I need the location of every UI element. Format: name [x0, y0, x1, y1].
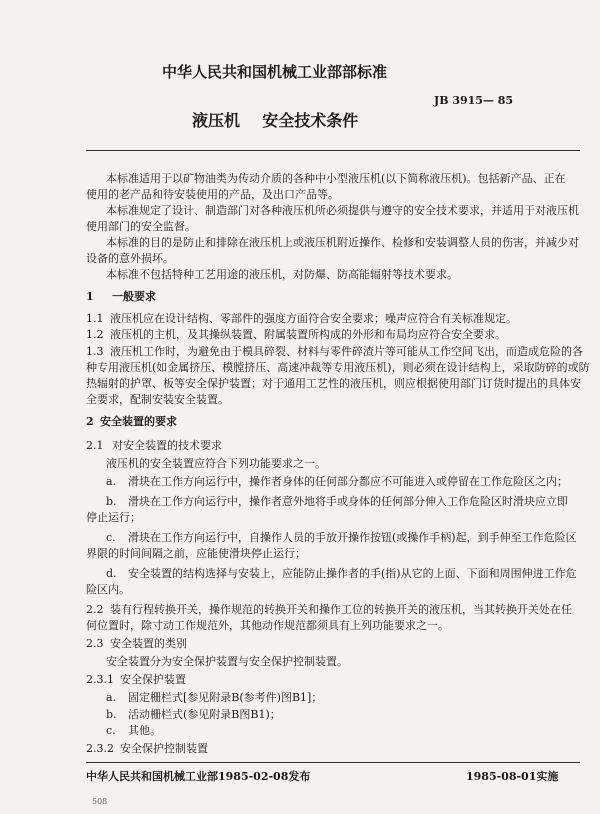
intro-para-2-line-1: 本标准规定了设计、制造部门对各种液压机所必须提供与遵守的安全技术要求，并适用于对液压机: [106, 204, 579, 217]
ministry-standard-heading: 中华人民共和国机械工业部部标准: [162, 63, 388, 81]
section-2-heading: 安全装置的要求: [100, 415, 177, 428]
guard-item-a-text: 固定栅栏式[参见附录B(参考件)图B1]；: [128, 691, 323, 704]
clause-2-1-number: 2.1: [86, 439, 104, 452]
clause-2-3-2-number: 2.3.2: [86, 742, 114, 755]
guard-item-c-label: c.: [106, 724, 116, 737]
section-2-number: 2: [86, 415, 94, 428]
issued-date: 中华人民共和国机械工业部1985-02-08发布: [86, 770, 311, 783]
clause-2-2-line-2: 何位置时，除寸动工作规范外，其他动作规范都须具有上列功能要求之一。: [86, 619, 449, 632]
clause-2-3-text: 安全装置的类别: [110, 637, 187, 650]
clause-2-3-2-text: 安全保护控制装置: [120, 742, 208, 755]
clause-2-1-text: 对安全装置的技术要求: [112, 439, 222, 452]
document-title: 液压机 安全技术条件: [192, 111, 359, 130]
item-c-line-1: 滑块在工作方向运行中，自操作人员的手放开操作按钮(或操作手柄)起，到手伸至工作危险区: [128, 531, 577, 544]
clause-1-1-text: 液压机应在设计结构、零部件的强度方面符合安全要求；噪声应符合有关标准规定。: [110, 312, 517, 325]
clause-2-3-intro: 安全装置分为安全保护装置与安全保护控制装置。: [106, 655, 348, 668]
item-c-line-2: 界限的时间间隔之前，应能使滑块停止运行；: [86, 547, 306, 560]
item-d-line-2: 险区内。: [86, 583, 130, 596]
effective-date: 1985-08-01实施: [466, 770, 559, 783]
footer-rule: [86, 762, 580, 763]
clause-1-1-number: 1.1: [86, 312, 104, 325]
item-a-label: a.: [106, 475, 117, 488]
item-b-line-1: 滑块在工作方向运行中，操作者意外地将手或身体的任何部分伸入工作危险区时滑块应立即: [128, 495, 568, 508]
page-number: 508: [92, 797, 108, 806]
clause-2-3-1-text: 安全保护装置: [120, 673, 186, 686]
clause-2-2-number: 2.2: [86, 603, 104, 616]
clause-1-2-text: 液压机的主机，及其操纵装置、附属装置所构成的外形和布局均应符合安全要求。: [110, 328, 506, 341]
clause-1-3-line-4: 全要求，配制安装安全装置。: [86, 393, 229, 406]
intro-para-3-line-2: 设备的意外损坏。: [86, 252, 174, 265]
intro-para-4: 本标准不包括特种工艺用途的液压机，对防爆、防高能辐射等技术要求。: [106, 268, 458, 281]
clause-2-3-1-number: 2.3.1: [86, 673, 114, 686]
clause-1-3-number: 1.3: [86, 345, 104, 358]
guard-item-b-label: b.: [106, 708, 117, 721]
item-d-line-1: 安全装置的结构选择与安装上，应能防止操作者的手(指)从它的上面、下面和周围伸进工作危: [128, 567, 577, 580]
guard-item-b-text: 活动栅栏式(参见附录B图B1)；: [128, 708, 281, 721]
intro-para-1-line-1: 本标准适用于以矿物油类为传动介质的各种中小型液压机(以下简称液压机)。包括新产品、正在: [106, 172, 566, 185]
intro-para-3-line-1: 本标准的目的是防止和排除在液压机上或液压机附近操作、检修和安装调整人员的伤害，并减少对: [106, 236, 579, 249]
clause-2-2-line-1: 装有行程转换开关，操作规范的转换开关和操作工位的转换开关的液压机，当其转换开关处在任: [110, 603, 572, 616]
clause-1-3-line-2: 种专用液压机(如金属挤压、模膛挤压、高速冲裁等专用液压机)，则必须在设计结构上，采取防碎的或防: [86, 361, 590, 374]
item-c-label: c.: [106, 531, 116, 544]
intro-para-1-line-2: 使用的老产品和待安装使用的产品，及出口产品等。: [86, 188, 339, 201]
section-1-heading: 一般要求: [112, 290, 156, 303]
clause-2-3-number: 2.3: [86, 637, 104, 650]
item-b-line-2: 停止运行；: [86, 511, 141, 524]
guard-item-a-label: a.: [106, 691, 117, 704]
title-rule: [86, 150, 580, 151]
clause-1-2-number: 1.2: [86, 328, 104, 341]
clause-1-3-line-3: 热辐射的护罩、板等安全保护装置；对于通用工艺性的液压机，则应根据使用部门订货时提出的具体安: [86, 377, 581, 390]
item-b-label: b.: [106, 495, 117, 508]
item-a-text: 滑块在工作方向运行中，操作者身体的任何部分都应不可能进入或停留在工作危险区之内；: [128, 475, 568, 488]
section-1-number: 1: [86, 290, 94, 303]
clause-2-1-intro: 液压机的安全装置应符合下列功能要求之一。: [106, 457, 326, 470]
guard-item-c-text: 其他。: [128, 724, 161, 737]
standard-code: JB 3915— 85: [434, 94, 514, 107]
clause-1-3-line-1: 液压机工作时，为避免由于模具碎裂、材料与零件碎渣片等可能从工作空间飞出，而造成危险的各: [110, 345, 583, 358]
intro-para-2-line-2: 使用部门的安全监督。: [86, 220, 196, 233]
item-d-label: d.: [106, 567, 117, 580]
